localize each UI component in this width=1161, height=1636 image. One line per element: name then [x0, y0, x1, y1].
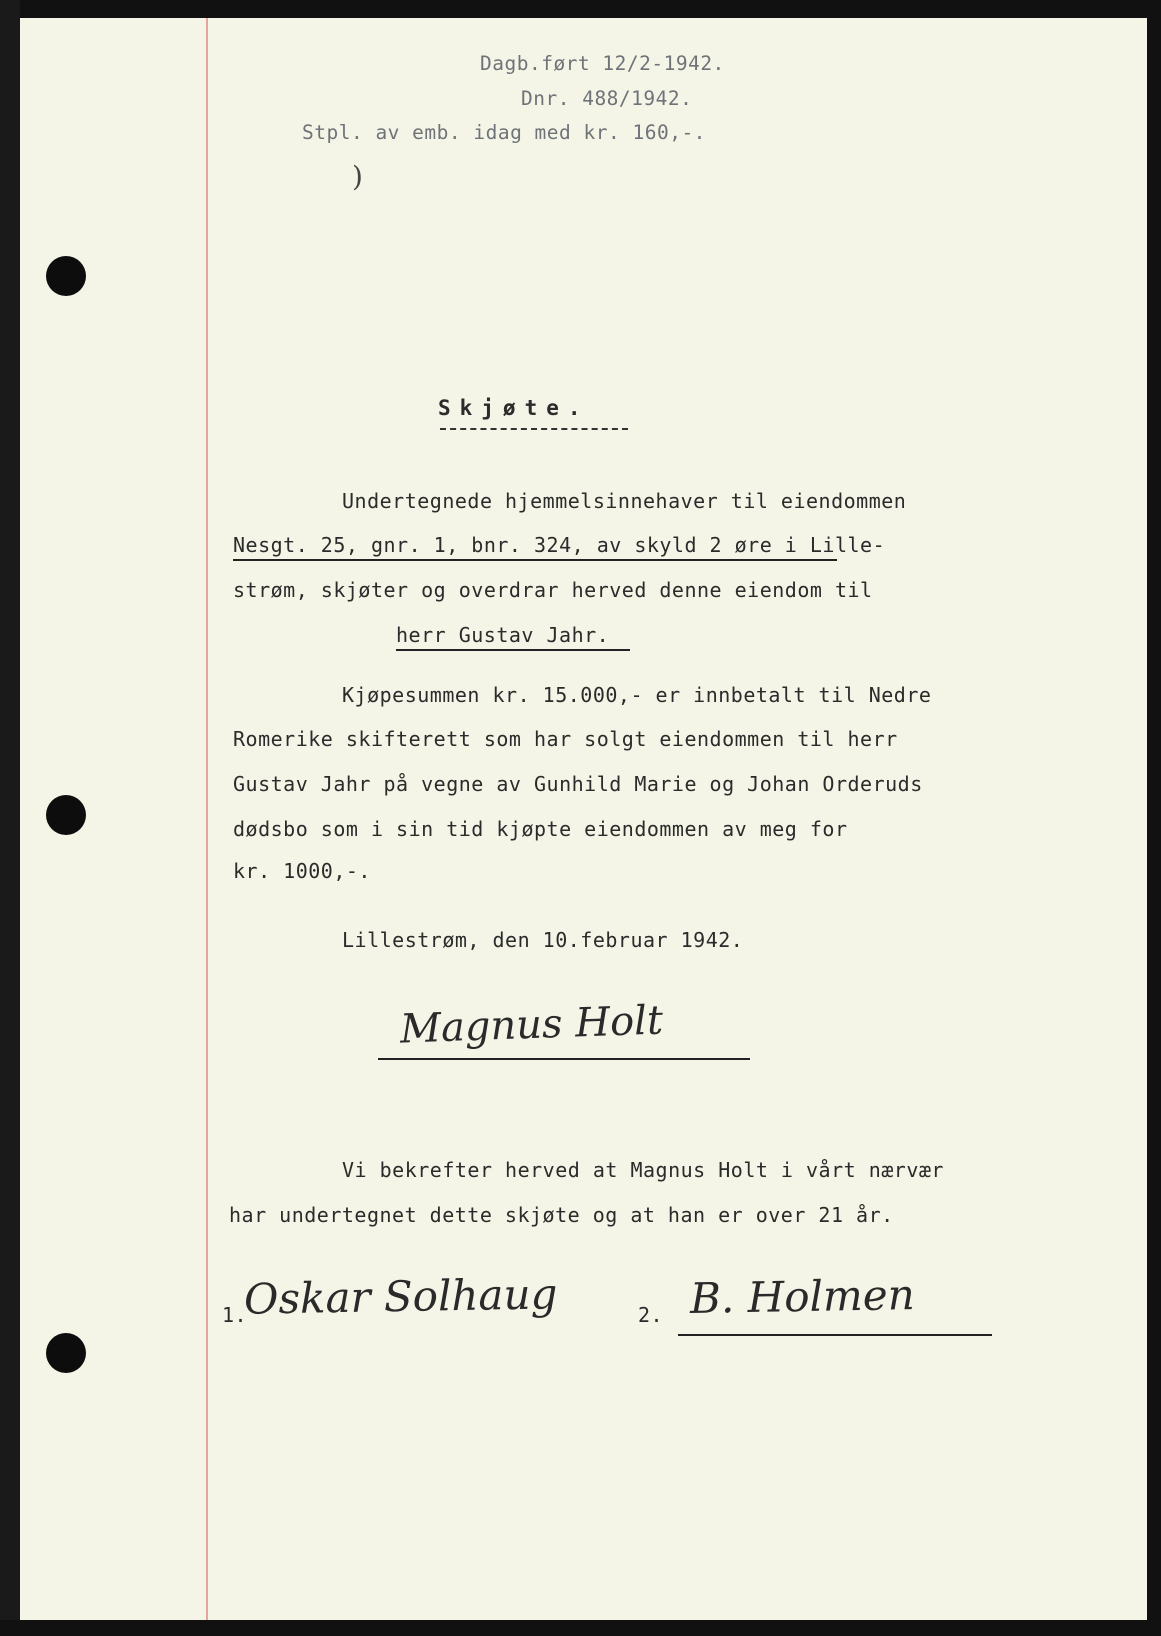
- stamp-diary-date: Dagb.ført 12/2-1942.: [480, 52, 725, 75]
- punch-hole-bottom: [46, 1333, 86, 1373]
- owner-signature: Magnus Holt: [399, 997, 664, 1053]
- scan-border-bottom: [0, 1620, 1161, 1636]
- paragraph-2-line-5: kr. 1000,-.: [233, 859, 371, 883]
- owner-signature-line: [378, 1058, 750, 1060]
- paragraph-1-line-3: strøm, skjøter og overdrar herved denne eiendom til: [233, 578, 873, 602]
- stamp-fee: Stpl. av emb. idag med kr. 160,-.: [302, 121, 706, 144]
- witness-2-signature: B. Holmen: [689, 1270, 916, 1323]
- paragraph-2-line-3: Gustav Jahr på vegne av Gunhild Marie og Johan Orderuds: [233, 772, 923, 796]
- witness-2-number: 2.: [638, 1303, 664, 1327]
- stamp-doc-number: Dnr. 488/1942.: [521, 87, 693, 110]
- punch-hole-top: [46, 256, 86, 296]
- scan-border-right: [1147, 0, 1161, 1636]
- paragraph-2-line-1: Kjøpesummen kr. 15.000,- er innbetalt til Nedre: [342, 683, 932, 707]
- paragraph-2-line-4: dødsbo som i sin tid kjøpte eiendommen av meg for: [233, 817, 848, 841]
- buyer-name: herr Gustav Jahr.: [396, 623, 610, 647]
- property-underline: [233, 559, 837, 561]
- scan-border-left: [0, 0, 20, 1636]
- pen-mark: ): [352, 160, 363, 193]
- witness-1-number: 1.: [222, 1303, 248, 1327]
- document-heading: Skjøte.: [438, 396, 590, 420]
- witness-2-signature-line: [678, 1334, 992, 1336]
- paragraph-1-line-1: Undertegnede hjemmelsinnehaver til eiendommen: [342, 489, 907, 513]
- place-date: Lillestrøm, den 10.februar 1942.: [342, 928, 744, 952]
- heading-underline: [440, 428, 628, 430]
- paragraph-3-line-1: Vi bekrefter herved at Magnus Holt i vårt nærvær: [342, 1158, 944, 1182]
- margin-line: [206, 18, 208, 1620]
- witness-1-signature: Oskar Solhaug: [243, 1269, 558, 1324]
- punch-hole-middle: [46, 795, 86, 835]
- scan-border-top: [0, 0, 1161, 18]
- buyer-underline: [396, 649, 630, 651]
- paragraph-2-line-2: Romerike skifterett som har solgt eiendommen til herr: [233, 727, 898, 751]
- paragraph-1-line-2: Nesgt. 25, gnr. 1, bnr. 324, av skyld 2 øre i Lille-: [233, 533, 886, 557]
- paragraph-3-line-2: har undertegnet dette skjøte og at han er over 21 år.: [229, 1203, 894, 1227]
